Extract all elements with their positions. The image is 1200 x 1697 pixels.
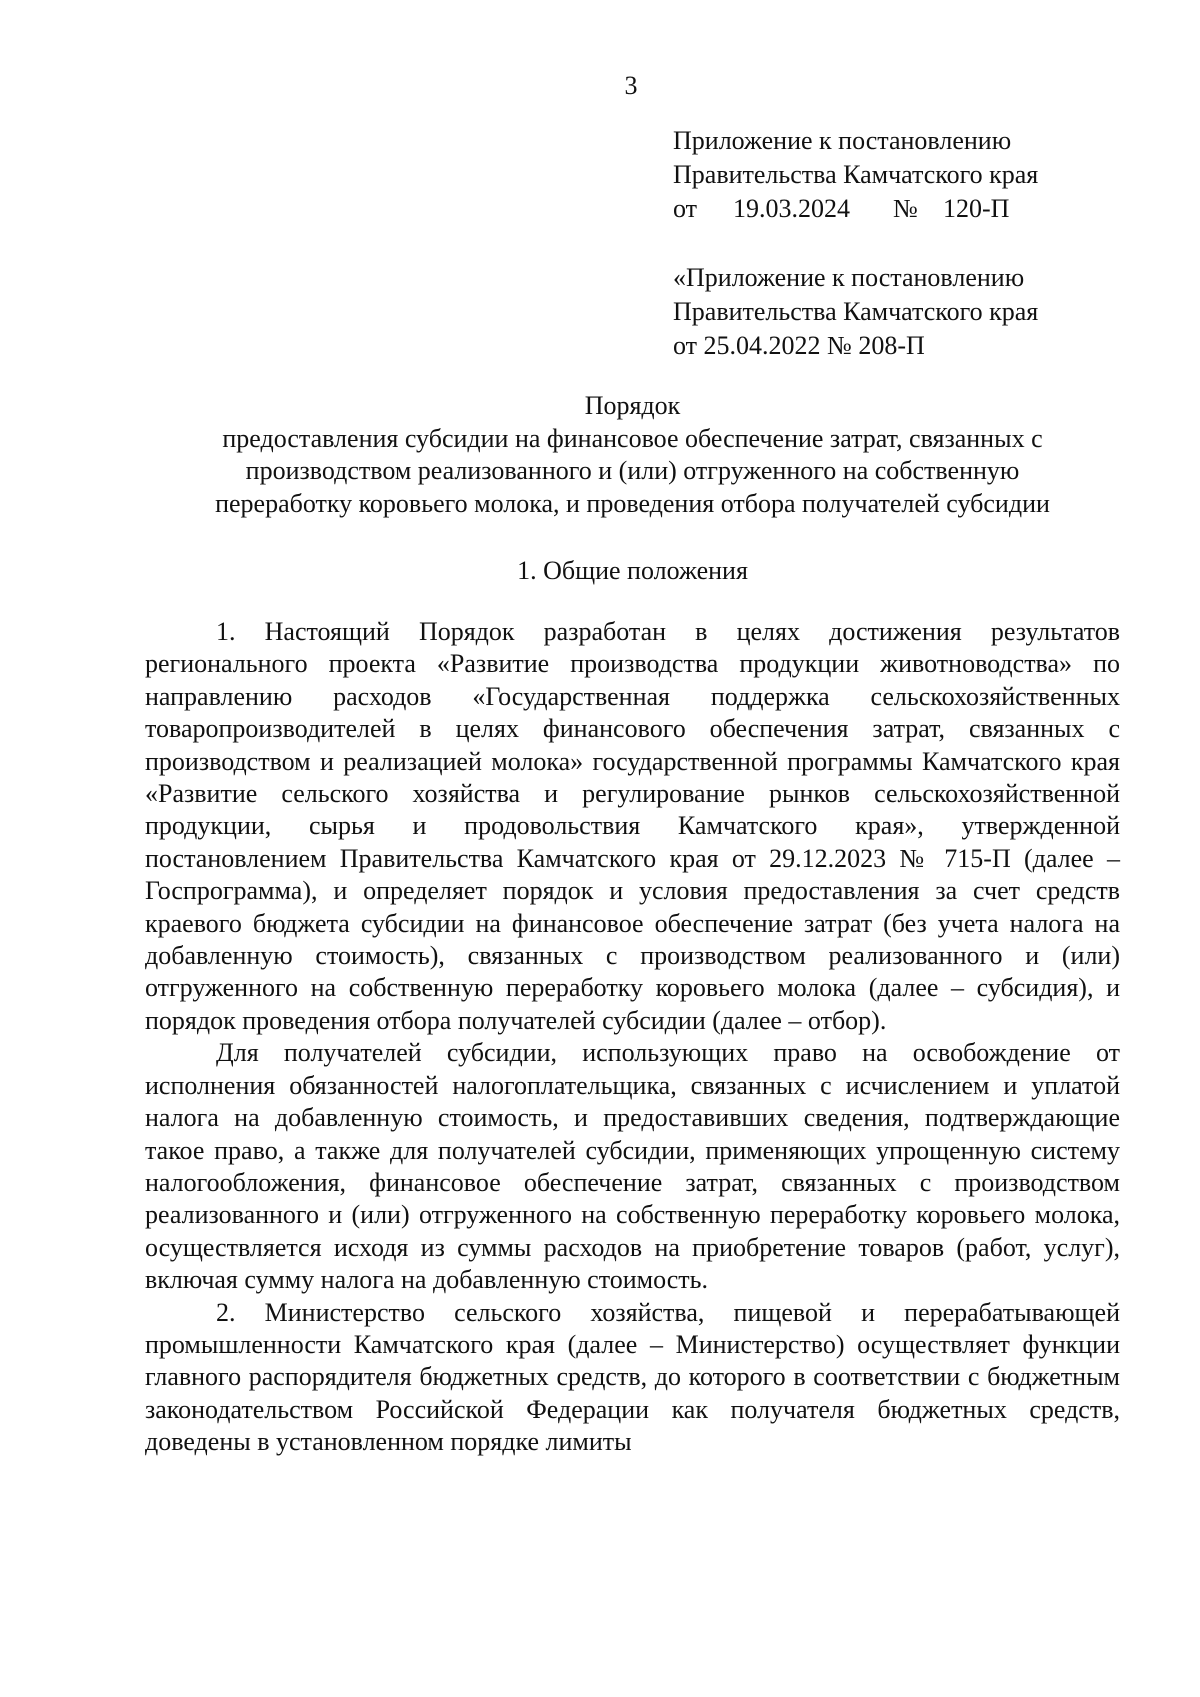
paragraph: 1. Настоящий Порядок разработан в целях достижения результатов регионального проекта «Развитие производства продукции животноводства» по направлению расходов «Государственная поддержка сельскохозяйственных товаропроизводителей в целях финансового обеспечения затрат, связанных с производством и реализацией молока» государственной программы Камчатского края «Развитие сельского хозяйства и регулирование рынков сельскохозяйственной продукции, сырья и продовольствия Камчатского края», утвержденной постановлением Правительства Камчатского края от 29.12.2023 № 715-П (далее – Госпрограмма), и определяет порядок и условия предоставления за счет средств краевого бюджета субсидии на финансовое обеспечение затрат (без учета налога на добавленную стоимость), связанных с производством реализованного и (или) отгруженного на собственную переработку коровьего молока (далее – субсидия), и порядок проведения отбора получателей субсидии (далее – отбор). bbox=[145, 617, 1120, 1035]
appendix-date: 19.03.2024 bbox=[733, 194, 850, 223]
paragraph: Для получателей субсидии, использующих право на освобождение от исполнения обязанностей налогоплательщика, связанных с исчислением и уплатой налога на добавленную стоимость, и предоставивших сведения, подтверждающие такое право, а также для получателей субсидии, применяющих упрощенную систему налогообложения, финансовое обеспечение затрат, связанных с производством реализованного и (или) отгруженного на собственную переработку коровьего молока, осуществляется исходя из суммы расходов на приобретение товаров (работ, услуг), включая сумму налога на добавленную стоимость. bbox=[145, 1038, 1120, 1295]
appendix-line: Приложение к постановлению bbox=[673, 126, 1012, 155]
appendix-line: Правительства Камчатского края bbox=[673, 160, 1039, 189]
appendix-number-sign: № bbox=[893, 194, 918, 223]
title-line: предоставления субсидии на финансовое обеспечение затрат, связанных с bbox=[222, 423, 1043, 453]
title-line: переработку коровьего молока, и проведения отбора получателей субсидии bbox=[215, 488, 1050, 518]
document-title bbox=[145, 390, 1120, 520]
appendix-line: от 25.04.2022 № 208-П bbox=[673, 331, 925, 360]
title-heading: Порядок bbox=[584, 391, 681, 420]
appendix-line: Правительства Камчатского края bbox=[673, 297, 1039, 326]
appendix-line: «Приложение к постановлению bbox=[673, 263, 1025, 292]
page-number: 3 bbox=[624, 71, 638, 100]
appendix-date-line bbox=[673, 192, 1113, 226]
appendix-header-current bbox=[673, 124, 1113, 226]
appendix-number: 120-П bbox=[943, 194, 1010, 223]
paragraph: 2. Министерство сельского хозяйства, пищевой и перерабатывающей промышленности Камчатского края (далее – Министерство) осуществляет функции главного распорядителя бюджетных средств, до которого в соответствии с бюджетным законодательством Российской Федерации как получателя бюджетных средств, доведены в установленном порядке лимиты bbox=[145, 1297, 1120, 1457]
document-body bbox=[145, 616, 1120, 1459]
section-heading: 1. Общие положения bbox=[517, 556, 748, 585]
title-line: производством реализованного и (или) отгруженного на собственную bbox=[245, 456, 1020, 485]
appendix-header-original bbox=[673, 261, 1113, 363]
appendix-from-label: от bbox=[673, 194, 698, 223]
